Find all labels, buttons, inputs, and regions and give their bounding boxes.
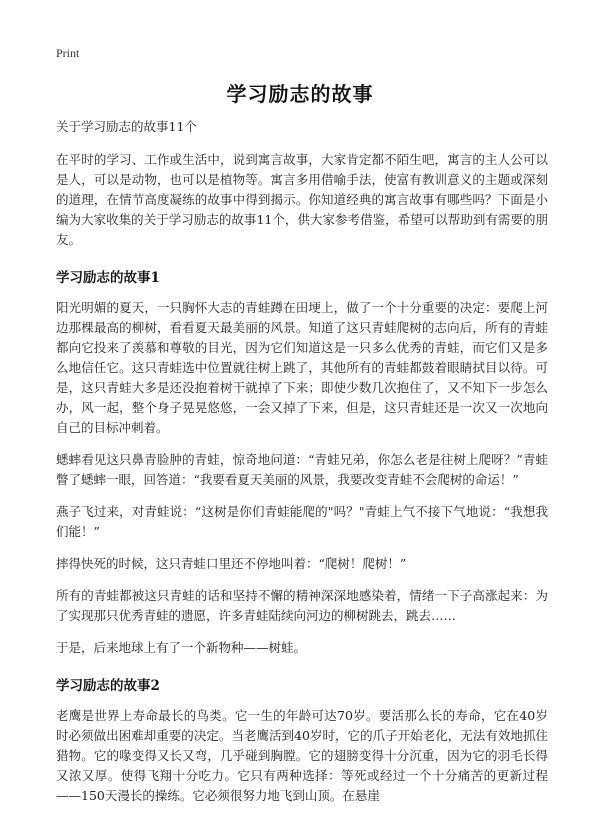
section-heading: 学习励志的故事1 [56, 270, 160, 286]
page-title: 学习励志的故事 [226, 82, 374, 106]
intro-paragraph: 在平时的学习、工作或生活中，说到寓言故事，大家肯定都不陌生吧，寓言的主人公可以是人，可以是动物，也可以是植物等。寓言多用借喻手法，使富有教训意义的主题或深刻的道理，在情节高度凝练的故事中得到揭示。你知道经典的寓言故事有哪些吗？下面是小编为大家收集的关于学习励志的故事11个，供大家参考借鉴，希望可以帮助到有需要的朋友。 [56, 152, 548, 247]
document-body [56, 118, 548, 818]
section-paragraph: 阳光明媚的夏天，一只胸怀大志的青蛙蹲在田埂上，做了一个十分重要的决定：要爬上河边那棵最高的柳树，看看夏天最美丽的风景。知道了这只青蛙爬树的志向后，所有的青蛙都向它投来了羡慕和尊敬的目光，因为它们知道这是一只多么优秀的青蛙，而它们又是多么地信任它。这只青蛙选中位置就往树上跳了，其他所有的青蛙都鼓着眼睛拭目以待。可是，这只青蛙大多是还没抱着树干就掉了下来；即使少数几次抱住了，又不知下一步怎么办，风一起，整个身子晃晃悠悠，一会又掉了下来，但是，这只青蛙还是一次又一次地向自己的目标冲刺着。 [56, 300, 548, 435]
section-paragraph: 蟋蟀看见这只鼻青脸肿的青蛙，惊奇地问道：“青蛙兄弟，你怎么老是往树上爬呀？”青蛙瞥了蟋蟀一眼，回答道：“我要看夏天美丽的风景，我要改变青蛙不会爬树的命运！” [56, 452, 548, 487]
section-paragraph: 于是，后来地球上有了一个新物种——树蛙。 [56, 640, 307, 655]
section-paragraph: 摔得快死的时候，这只青蛙口里还不停地叫着：“爬树！爬树！” [56, 556, 407, 571]
section-heading: 学习励志的故事2 [56, 678, 160, 694]
section-paragraph: 所有的青蛙都被这只青蛙的话和坚持不懈的精神深深地感染着，情绪一下子高涨起来：为了实现那只优秀青蛙的遗愿，许多青蛙陆续向河边的柳树跳去，跳去…… [56, 588, 548, 623]
section-paragraph: 燕子飞过来，对青蛙说：“这树是你们青蛙能爬的"吗？"青蛙上气不接下气地说：“我想我们能！” [56, 504, 548, 539]
print-label: Print [56, 46, 80, 60]
section-paragraph: 老鹰是世界上寿命最长的鸟类。它一生的年龄可达70岁。要活那么长的寿命，它在40岁时必须做出困难却重要的决定。当老鹰活到40岁时，它的爪子开始老化，无法有效地抓住猎物。它的喙变得又长又弯，几乎碰到胸膛。它的翅膀变得十分沉重，因为它的羽毛长得又浓又厚。使得飞翔十分吃力。它只有两种选择：等死或经过一个十分痛苦的更新过程——150天漫长的操练。它必须很努力地飞到山顶。在悬崖 [56, 708, 548, 803]
document-subtitle: 关于学习励志的故事11个 [56, 119, 197, 134]
